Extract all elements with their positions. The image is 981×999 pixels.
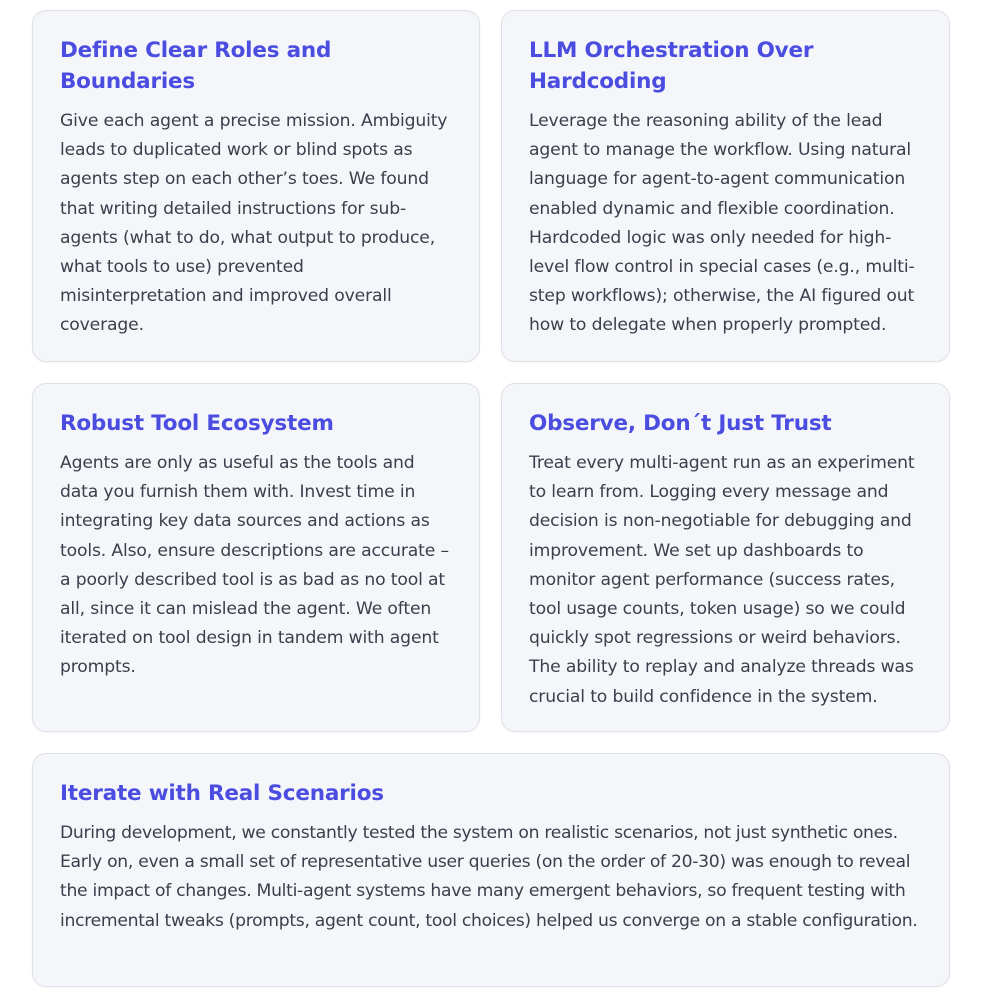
card-observe-dont-trust	[501, 383, 950, 732]
card-body: Leverage the reasoning ability of the lead agent to manage the workflow. Using natural language for agent-to-agent communication enabled dynamic and flexible coordination. Hardcoded logic was only needed for high-level flow control in special cases (e.g., multi-step workflows); otherwise, the AI figured out how to delegate when properly prompted.	[529, 111, 915, 336]
card-title: Observe, Don´t Just Trust	[529, 411, 832, 436]
card-iterate-real-scenarios	[32, 753, 950, 987]
card-title: Iterate with Real Scenarios	[60, 781, 384, 806]
card-define-clear-roles	[32, 10, 480, 362]
card-body: During development, we constantly tested the system on realistic scenarios, not just synthetic ones. Early on, even a small set of representative user queries (on the order of 20-30) was enough to reveal the impact of changes. Multi-agent systems have many emergent behaviors, so frequent testing with incremental tweaks (prompts, agent count, tool choices) helped us converge on a stable configuration.	[60, 823, 918, 931]
card-title: LLM Orchestration Over Hardcoding	[529, 38, 814, 94]
card-body: Give each agent a precise mission. Ambiguity leads to duplicated work or blind spots as agents step on each other’s toes. We found that writing detailed instructions for sub-agents (what to do, what output to produce, what tools to use) prevented misinterpretation and improved overall coverage.	[60, 111, 448, 336]
card-body: Agents are only as useful as the tools and data you furnish them with. Invest time in integrating key data sources and actions as tools. Also, ensure descriptions are accurate – a poorly described tool is as bad as no tool at all, since it can mislead the agent. We often iterated on tool design in tandem with agent prompts.	[60, 453, 449, 678]
card-title: Robust Tool Ecosystem	[60, 411, 334, 436]
card-llm-orchestration	[501, 10, 950, 362]
card-title: Define Clear Roles and Boundaries	[60, 38, 332, 94]
card-body: Treat every multi-agent run as an experiment to learn from. Logging every message and decision is non-negotiable for debugging and improvement. We set up dashboards to monitor agent performance (success rates, tool usage counts, token usage) so we could quickly spot regressions or weird behaviors. The ability to replay and analyze threads was crucial to build confidence in the system.	[529, 453, 915, 707]
card-robust-tool-ecosystem	[32, 383, 480, 732]
